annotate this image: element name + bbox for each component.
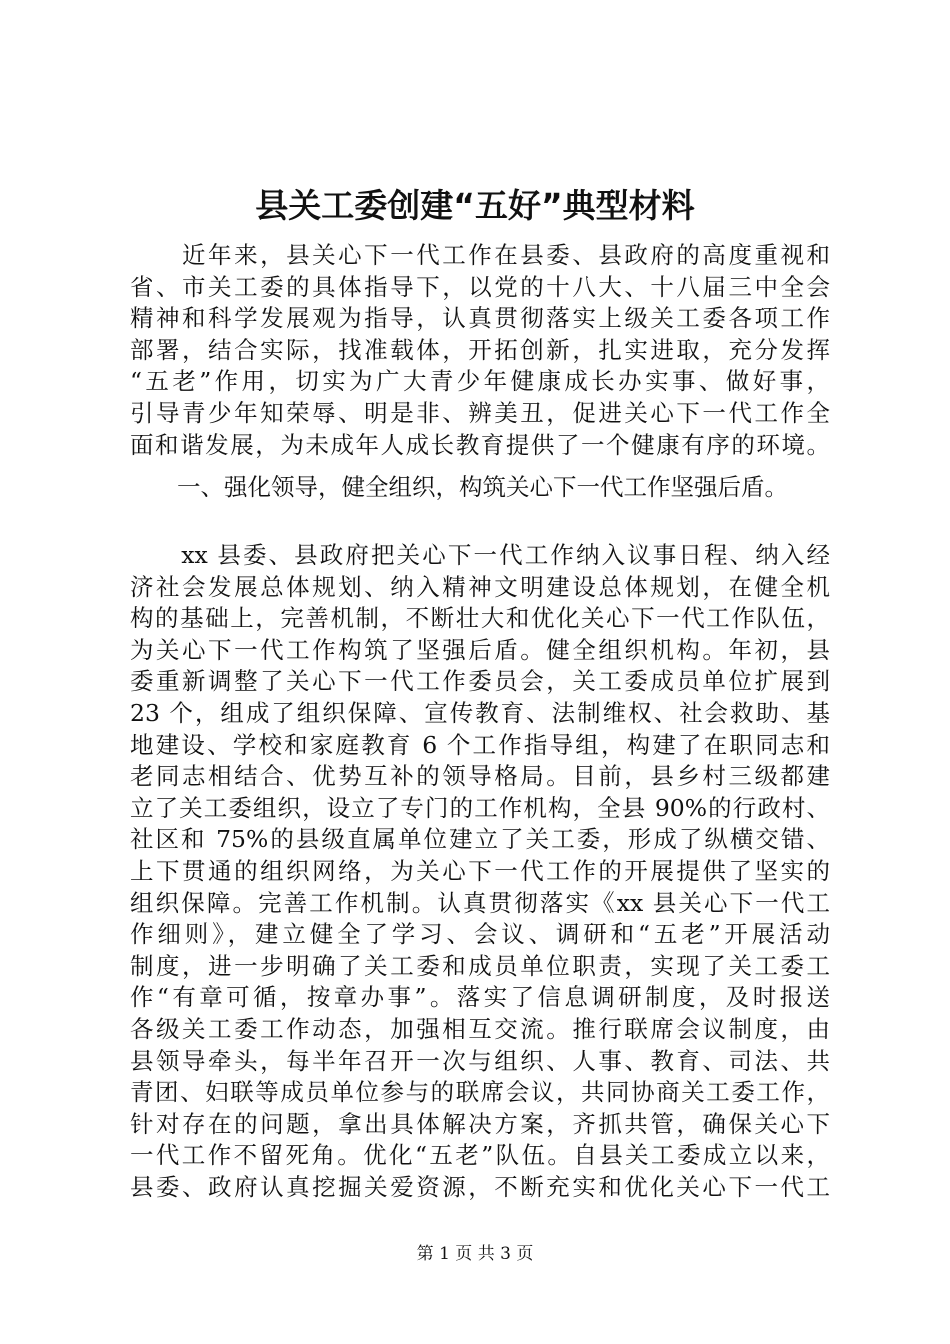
text-line: 各级关工委工作动态，加强相互交流。推行联席会议制度，由 xyxy=(130,1015,830,1043)
document-title: 县关工委创建“五好”典型材料 xyxy=(255,186,695,225)
text-line: 引导青少年知荣辱、明是非、辨美丑，促进关心下一代工作全 xyxy=(130,399,830,427)
text-line: 面和谐发展，为未成年人成长教育提供了一个健康有序的环境。 xyxy=(130,430,830,459)
text-line: 青团、妇联等成员单位参与的联席会议，共同协商关工委工作， xyxy=(130,1078,830,1107)
page-footer: 第 1 页 共 3 页 xyxy=(416,1244,534,1264)
text-line: 委重新调整了关心下一代工作委员会，关工委成员单位扩展到 xyxy=(130,667,830,696)
text-line: 组织保障。完善工作机制。认真贯彻落实《xx 县关心下一代工 xyxy=(130,888,830,917)
text-line: 近年来，县关心下一代工作在县委、县政府的高度重视和 xyxy=(130,241,830,269)
text-line: 社区和 75%的县级直属单位建立了关工委，形成了纵横交错、 xyxy=(130,825,830,854)
text-line: “五老”作用，切实为广大青少年健康成长办实事、做好事， xyxy=(130,367,830,396)
text-line: 针对存在的问题，拿出具体解决方案，齐抓共管，确保关心下 xyxy=(130,1109,830,1138)
text-line: 23 个，组成了组织保障、宣传教育、法制维权、社会救助、基 xyxy=(130,699,830,727)
text-line: 立了关工委组织，设立了专门的工作机构，全县 90%的行政村、 xyxy=(130,793,830,822)
text-line: 为关心下一代工作构筑了坚强后盾。健全组织机构。年初，县 xyxy=(130,635,830,664)
text-line: 精神和科学发展观为指导，认真贯彻落实上级关工委各项工作 xyxy=(130,304,830,333)
text-line: 济社会发展总体规划、纳入精神文明建设总体规划，在健全机 xyxy=(130,572,830,601)
text-line: xx 县委、县政府把关心下一代工作纳入议事日程、纳入经 xyxy=(130,541,830,569)
text-line: 制度，进一步明确了关工委和成员单位职责，实现了关工委工 xyxy=(130,951,830,980)
text-line: 一代工作不留死角。优化“五老”队伍。自县关工委成立以来， xyxy=(130,1141,830,1170)
text-line: 省、市关工委的具体指导下，以党的十八大、十八届三中全会 xyxy=(130,272,830,301)
text-line: 作细则》，建立健全了学习、会议、调研和“五老”开展活动 xyxy=(130,920,830,949)
text-line: 老同志相结合、优势互补的领导格局。目前，县乡村三级都建 xyxy=(130,762,830,791)
text-line: 作“有章可循，按章办事”。落实了信息调研制度，及时报送 xyxy=(130,983,830,1012)
text-line: 部署，结合实际，找准载体，开拓创新，扎实进取，充分发挥 xyxy=(130,335,830,364)
text-line: 地建设、学校和家庭教育 6 个工作指导组，构建了在职同志和 xyxy=(130,730,830,759)
text-line: 县领导牵头，每半年召开一次与组织、人事、教育、司法、共 xyxy=(130,1046,830,1075)
text-line: 上下贯通的组织网络，为关心下一代工作的开展提供了坚实的 xyxy=(130,857,830,885)
text-line: 县委、政府认真挖掘关爱资源，不断充实和优化关心下一代工 xyxy=(130,1173,830,1201)
text-line: 构的基础上，完善机制，不断壮大和优化关心下一代工作队伍， xyxy=(130,604,830,633)
section-heading: 一、强化领导，健全组织，构筑关心下一代工作坚强后盾。 xyxy=(130,473,788,501)
